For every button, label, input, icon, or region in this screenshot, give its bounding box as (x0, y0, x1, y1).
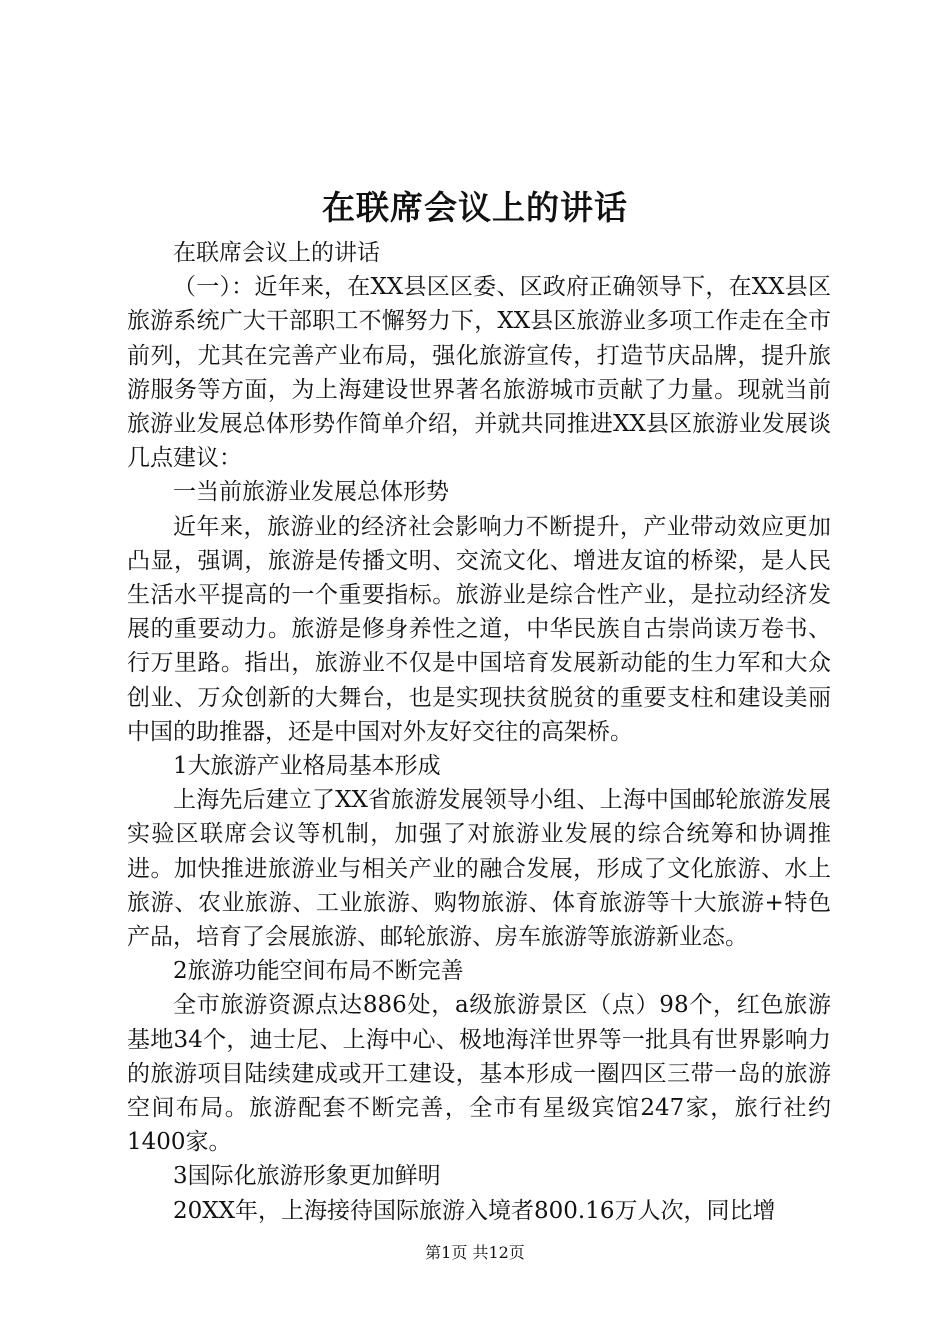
paragraph-subtitle: 在联席会议上的讲话 (173, 240, 380, 266)
paragraph-intro: （一）：近年来，在XX县区区委、区政府正确领导下，在XX县区旅游系统广大干部职工不懈努力下，XX县区旅游业多项工作走在全市前列，尤其在完善产业布局，强化旅游宣传，打造节庆品牌，提升旅游服务等方面，为上海建设世界著名旅游城市贡献了力量。现就当前旅游业发展总体形势作简单介绍，并就共同推进XX县区旅游业发展谈几点建议： (127, 274, 831, 472)
paragraph-overall: 近年来，旅游业的经济社会影响力不断提升，产业带动效应更加凸显，强调，旅游是传播文明、交流文化、增进友谊的桥梁，是人民生活水平提高的一个重要指标。旅游业是综合性产业，是拉动经济发展的重要动力。旅游是修身养性之道，中华民族自古崇尚读万卷书、行万里路。指出，旅游业不仅是中国培育发展新动能的生力军和大众创业、万众创新的大舞台，也是实现扶贫脱贫的重要支柱和建设美丽中国的助推器，还是中国对外友好交往的高架桥。 (127, 513, 831, 745)
document-body (127, 236, 831, 1228)
paragraph-1: 上海先后建立了XX省旅游发展领导小组、上海中国邮轮旅游发展实验区联席会议等机制，加强了对旅游业发展的综合统筹和协调推进。加快推进旅游业与相关产业的融合发展，形成了文化旅游、水上旅游、农业旅游、工业旅游、购物旅游、体育旅游等十大旅游+特色产品，培育了会展旅游、邮轮旅游、房车旅游等旅游新业态。 (127, 787, 831, 951)
section-heading-3: 3国际化旅游形象更加鲜明 (173, 1163, 441, 1190)
page-footer: 第1页 共12页 (425, 1243, 525, 1262)
paragraph-2: 全市旅游资源点达886处，a级旅游景区（点）98个，红色旅游基地34个，迪士尼、上海中心、极地海洋世界等一批具有世界影响力的旅游项目陆续建成或开工建设，基本形成一圈四区三带一岛的旅游空间布局。旅游配套不断完善，全市有星级宾馆247家，旅行社约1400家。 (127, 992, 831, 1156)
document-title: 在联席会议上的讲话 (322, 188, 628, 227)
section-heading-overall: 一当前旅游业发展总体形势 (173, 479, 449, 506)
section-heading-2: 2旅游功能空间布局不断完善 (173, 958, 464, 985)
paragraph-3: 20XX年，上海接待国际旅游入境者800.16万人次，同比增 (173, 1197, 776, 1224)
section-heading-1: 1大旅游产业格局基本形成 (173, 753, 441, 780)
